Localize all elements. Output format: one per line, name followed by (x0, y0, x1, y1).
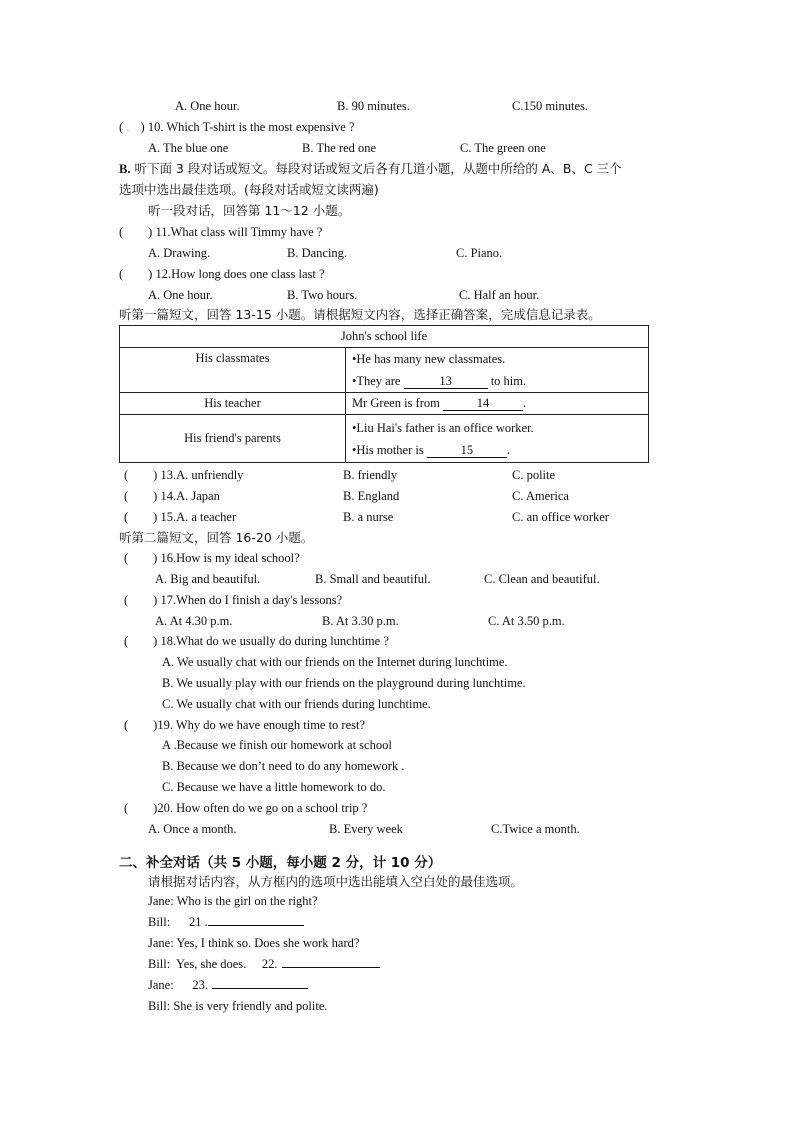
blank-14: 14 (443, 396, 523, 411)
q18-stem: ( ) 18.What do we usually do during lunchtime ? (124, 634, 389, 648)
q20-option-a: A. Once a month. (148, 822, 237, 836)
q16-option-b: B. Small and beautiful. (315, 572, 431, 586)
q20-option-b: B. Every week (329, 822, 403, 836)
q12-option-c: C. Half an hour. (459, 288, 540, 302)
q10-option-b: B. The red one (302, 141, 377, 155)
blank-15: 15 (427, 443, 507, 458)
part2-instruction: 请根据对话内容，从方框内的选项中选出能填入空白处的最佳选项。 (148, 874, 524, 889)
q17-option-b: B. At 3.30 p.m. (322, 614, 399, 628)
q11-stem: ( ) 11.What class will Timmy have ? (119, 225, 323, 239)
table-title: John's school life (120, 326, 649, 348)
q12-stem: ( ) 12.How long does one class last ? (119, 267, 325, 281)
dialog1-intro: 听一段对话，回答第 11～12 小题。 (148, 203, 351, 218)
table-label-classmates: His classmates (120, 348, 346, 393)
q13-option-b: B. friendly (343, 468, 398, 482)
dialog-line-1: Jane: Who is the girl on the right? (148, 894, 318, 908)
q19-option-c: C. Because we have a little homework to do. (162, 780, 386, 794)
blank-13: 13 (404, 374, 488, 389)
q9-option-b: B. 90 minutes. (337, 99, 410, 113)
q15-option-c: C. an office worker (512, 510, 609, 524)
blank-21 (208, 925, 304, 926)
section-b-instruction-line1: B. 听下面 3 段对话或短文。每段对话或短文后各有几道小题，从题中所给的 A、B、C 三个 (119, 161, 622, 176)
q18-option-a: A. We usually chat with our friends on the Internet during lunchtime. (162, 655, 508, 669)
q10-option-c: C. The green one (460, 141, 546, 155)
q17-stem: ( ) 17.When do I finish a day's lessons? (124, 593, 343, 607)
q17-option-c: C. At 3.50 p.m. (488, 614, 565, 628)
q15-option-b: B. a nurse (343, 510, 394, 524)
q14-option-c: C. America (512, 489, 569, 503)
part2-heading: 二、补全对话（共 5 小题，每小题 2 分，计 10 分） (119, 855, 442, 871)
q13-stem: ( ) 13.A. unfriendly (124, 468, 244, 482)
section-b-instruction-line2: 选项中选出最佳选项。(每段对话或短文读两遍) (119, 182, 379, 197)
q11-option-c: C. Piano. (456, 246, 503, 260)
q19-stem: ( )19. Why do we have enough time to rest? (124, 718, 366, 732)
dialog-line-2: Bill: 21 . (148, 914, 304, 930)
q10-dot-mark: . (126, 120, 130, 134)
table-cell-classmates: •He has many new classmates. •They are 13 to him. (346, 348, 649, 393)
table-cell-teacher: Mr Green is from 14 . (346, 393, 649, 415)
dialog-line-3: Jane: Yes, I think so. Does she work hard? (148, 936, 360, 950)
q9-option-a: A. One hour. (175, 99, 240, 113)
q14-option-b: B. England (343, 489, 400, 503)
q12-option-a: A. One hour. (148, 288, 213, 302)
q14-stem: ( ) 14.A. Japan (124, 489, 220, 503)
q18-option-c: C. We usually chat with our friends during lunchtime. (162, 697, 431, 711)
q9-option-c: C.150 minutes. (512, 99, 589, 113)
passage2-intro: 听第二篇短文，回答 16-20 小题。 (119, 530, 314, 545)
q20-stem: ( )20. How often do we go on a school trip ? (124, 801, 368, 815)
passage1-intro: 听第一篇短文，回答 13-15 小题。请根据短文内容，选择正确答案，完成信息记录表。 (119, 307, 601, 322)
dialog-line-5: Jane: 23. (148, 977, 308, 993)
q16-option-a: A. Big and beautiful. (155, 572, 261, 586)
q11-option-b: B. Dancing. (287, 246, 348, 260)
q20-option-c: C.Twice a month. (491, 822, 580, 836)
john-school-life-table (119, 325, 649, 463)
q19-option-a: A .Because we finish our homework at school (162, 738, 392, 752)
blank-22 (282, 967, 380, 968)
q16-option-c: C. Clean and beautiful. (484, 572, 600, 586)
q10-stem: ( . ) 10. Which T-shirt is the most expensive ? (119, 120, 355, 134)
q13-option-c: C. polite (512, 468, 556, 482)
table-cell-friends-parents: •Liu Hai's father is an office worker. •His mother is 15 . (346, 415, 649, 463)
q18-option-b: B. We usually play with our friends on the playground during lunchtime. (162, 676, 526, 690)
q11-option-a: A. Drawing. (148, 246, 211, 260)
q15-stem: ( ) 15.A. a teacher (124, 510, 237, 524)
q12-option-b: B. Two hours. (287, 288, 358, 302)
table-label-friends-parents: His friend's parents (120, 415, 346, 463)
blank-23 (212, 988, 308, 989)
dialog-line-6: Bill: She is very friendly and polite. (148, 999, 328, 1013)
q10-option-a: A. The blue one (148, 141, 229, 155)
table-label-teacher: His teacher (120, 393, 346, 415)
q19-option-b: B. Because we don’t need to do any homework . (162, 759, 405, 773)
dialog-line-4: Bill: Yes, she does. 22. (148, 956, 380, 972)
q17-option-a: A. At 4.30 p.m. (155, 614, 233, 628)
q16-stem: ( ) 16.How is my ideal school? (124, 551, 300, 565)
